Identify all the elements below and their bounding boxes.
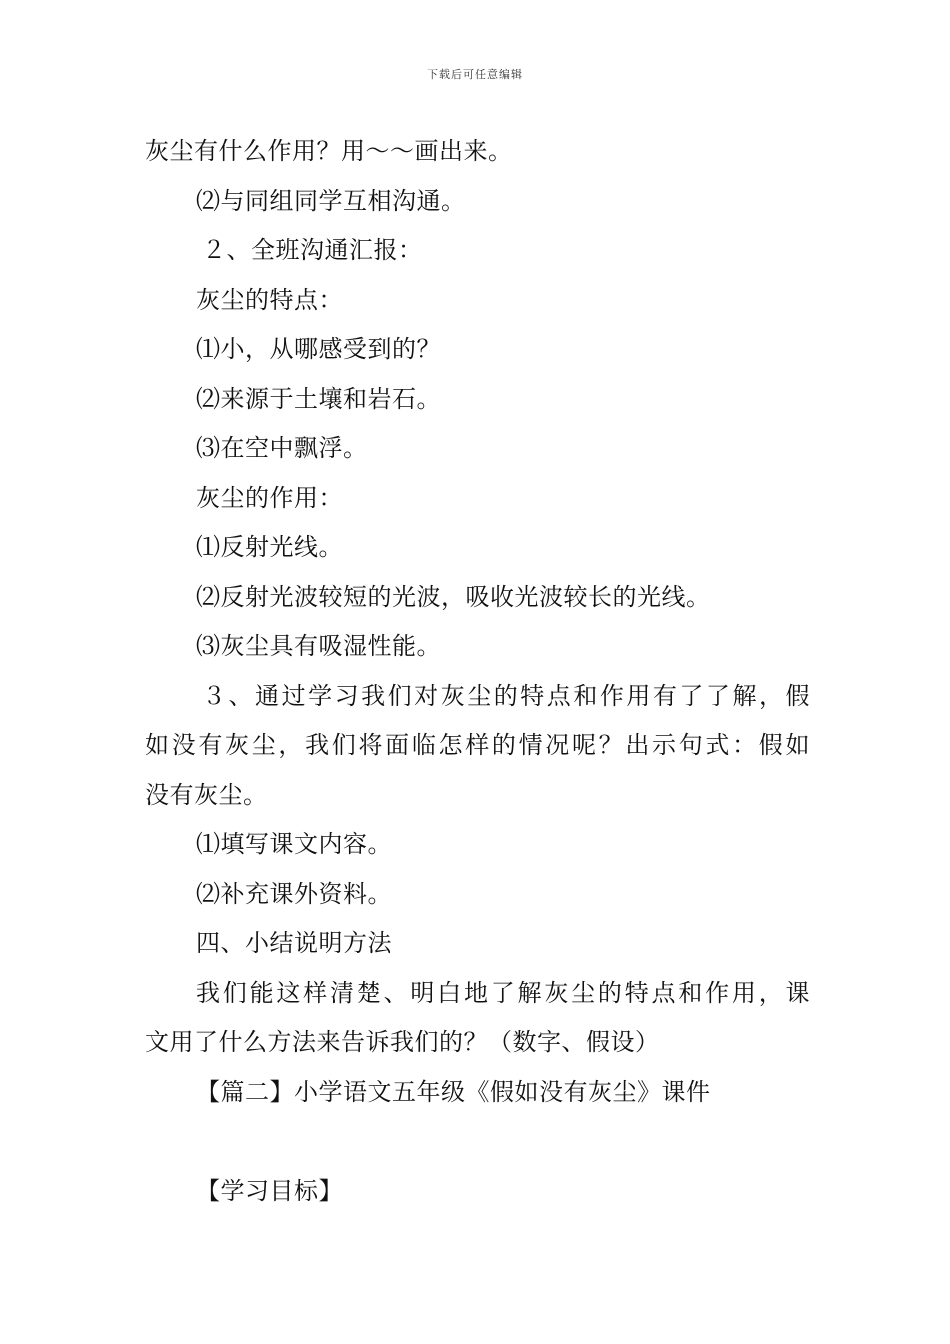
document-body bbox=[145, 127, 810, 1217]
text-line: ⑴填写课文内容。 bbox=[196, 830, 392, 858]
section-heading: 四、小结说明方法 bbox=[196, 929, 392, 957]
text-line: ⑴反射光线。 bbox=[196, 533, 343, 561]
text-line: ⑵与同组同学互相沟通。 bbox=[196, 186, 466, 215]
text-line: ⑶灰尘具有吸湿性能。 bbox=[196, 632, 441, 660]
text-line: 灰尘的作用： bbox=[196, 483, 343, 512]
section-heading: 【学习目标】 bbox=[196, 1177, 343, 1205]
text-line: 灰尘有什么作用？用～～画出来。 bbox=[145, 137, 513, 165]
blank-line bbox=[145, 1117, 810, 1167]
text-line: 没有灰尘。 bbox=[145, 780, 268, 809]
text-line: ３、通过学习我们对灰尘的特点和作用有了了解，假 bbox=[202, 681, 810, 710]
text-line: ⑵反射光波较短的光波，吸收光波较长的光线。 bbox=[196, 582, 711, 611]
text-line: ⑵来源于土壤和岩石。 bbox=[196, 384, 441, 413]
article-title: 【篇二】小学语文五年级《假如没有灰尘》课件 bbox=[196, 1077, 711, 1106]
text-line: 灰尘的特点： bbox=[196, 285, 343, 314]
text-line: 如没有灰尘，我们将面临怎样的情况呢？出示句式：假如 bbox=[145, 731, 810, 759]
text-line: 我们能这样清楚、明白地了解灰尘的特点和作用，课 bbox=[196, 978, 810, 1007]
text-line: ２、全班沟通汇报： bbox=[202, 236, 423, 264]
page-header: 下载后可任意编辑 bbox=[427, 68, 523, 81]
text-line: ⑵补充课外资料。 bbox=[196, 879, 392, 908]
text-line: ⑴小，从哪感受到的？ bbox=[196, 335, 441, 363]
text-line: 文用了什么方法来告诉我们的？（数字、假设） bbox=[145, 1028, 660, 1056]
text-line: ⑶在空中飘浮。 bbox=[196, 434, 368, 462]
